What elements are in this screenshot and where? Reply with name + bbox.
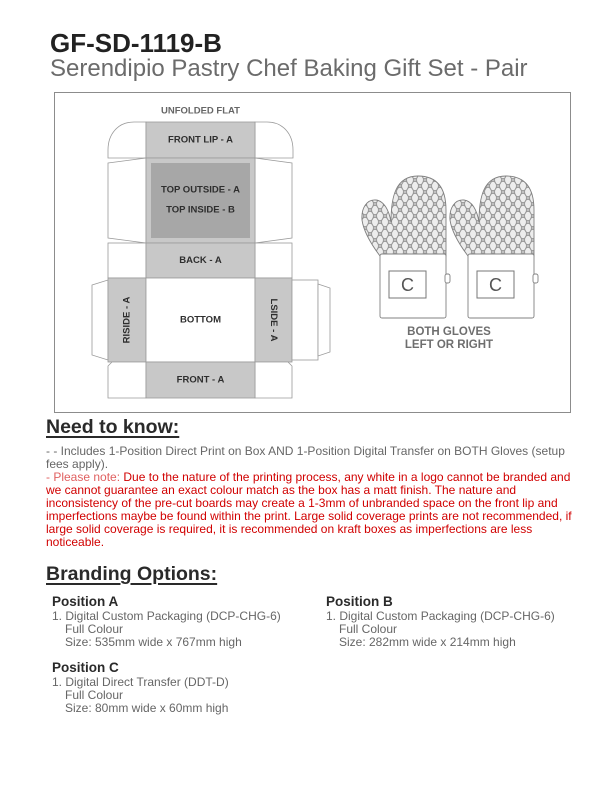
- gloves-caption-line-1: BOTH GLOVES: [407, 326, 491, 338]
- front-label: FRONT - A: [176, 374, 225, 386]
- unfolded-flat-caption: UNFOLDED FLAT: [161, 105, 240, 117]
- top-right-flap: [255, 158, 292, 243]
- top-left-flap: [108, 158, 146, 243]
- position-a: [52, 594, 281, 649]
- product-diagram-frame: [54, 92, 571, 413]
- bottom-label: BOTTOM: [180, 314, 221, 326]
- right-outer-flap: [292, 280, 318, 360]
- position-a-method: 1. Digital Custom Packaging (DCP-CHG-6): [52, 609, 281, 623]
- back-right-flap: [255, 243, 292, 278]
- right-outer-tab: [318, 284, 330, 356]
- position-b-method: 1. Digital Custom Packaging (DCP-CHG-6): [326, 609, 555, 623]
- gloves-caption-line-2: LEFT OR RIGHT: [404, 339, 494, 351]
- glove-left-hanging-loop: [445, 274, 450, 283]
- position-c-size: Size: 80mm wide x 60mm high: [65, 701, 229, 715]
- position-a-size: Size: 535mm wide x 767mm high: [65, 635, 242, 649]
- position-b: [326, 594, 555, 649]
- position-c-title: Position C: [52, 660, 119, 675]
- back-left-flap: [108, 243, 146, 278]
- position-b-colour: Full Colour: [339, 622, 398, 636]
- position-a-title: Position A: [52, 594, 119, 609]
- position-c-method: 1. Digital Direct Transfer (DDT-D): [52, 675, 229, 689]
- left-side-label: LSIDE - A: [268, 298, 279, 342]
- front-lip-label: FRONT LIP - A: [168, 134, 233, 146]
- position-c: [52, 660, 229, 715]
- front-left-flap: [108, 362, 146, 398]
- top-inside-label: TOP INSIDE - B: [166, 204, 235, 216]
- need-to-know-body: [46, 445, 578, 549]
- front-right-flap: [255, 362, 292, 398]
- includes-note: - - Includes 1-Position Direct Print on Box AND 1-Position Digital Transfer on BOTH Gloves (setup fees apply).: [46, 444, 565, 471]
- branding-options-heading: Branding Options:: [46, 563, 218, 585]
- position-b-size: Size: 282mm wide x 214mm high: [339, 635, 516, 649]
- please-note: [46, 471, 578, 549]
- position-a-colour: Full Colour: [65, 622, 124, 636]
- glove-left-position-mark: C: [401, 275, 414, 295]
- please-note-text: Due to the nature of the printing process, any white in a logo cannot be branded and we cannot guarantee an exact colour match as the box has a matt finish. The nature and inconsistency of the pre-cut boards may create a 1-3mm of unbranded space on the front lip and imperfections maybe be found within the print. Large solid coverage prints are not recommended, if large solid coverage is required, it is recommended on kraft boxes as imperfections are less noticeable.: [46, 470, 572, 549]
- need-to-know-heading: Need to know:: [46, 416, 180, 438]
- product-diagram: [54, 92, 571, 413]
- product-code: GF-SD-1119-B: [50, 28, 222, 58]
- top-outside-label: TOP OUTSIDE - A: [160, 184, 241, 196]
- glove-right-hanging-loop: [533, 274, 538, 283]
- product-title: Serendipio Pastry Chef Baking Gift Set - Pair: [50, 55, 528, 82]
- right-side-label: RISIDE - A: [121, 296, 133, 344]
- please-note-label: - Please note:: [46, 470, 121, 484]
- top-panel-print-area: [151, 163, 250, 238]
- position-b-title: Position B: [326, 594, 393, 609]
- position-c-colour: Full Colour: [65, 688, 124, 702]
- left-outer-flap: [92, 280, 108, 360]
- back-label: BACK - A: [179, 255, 222, 266]
- glove-right-position-mark: C: [489, 275, 502, 295]
